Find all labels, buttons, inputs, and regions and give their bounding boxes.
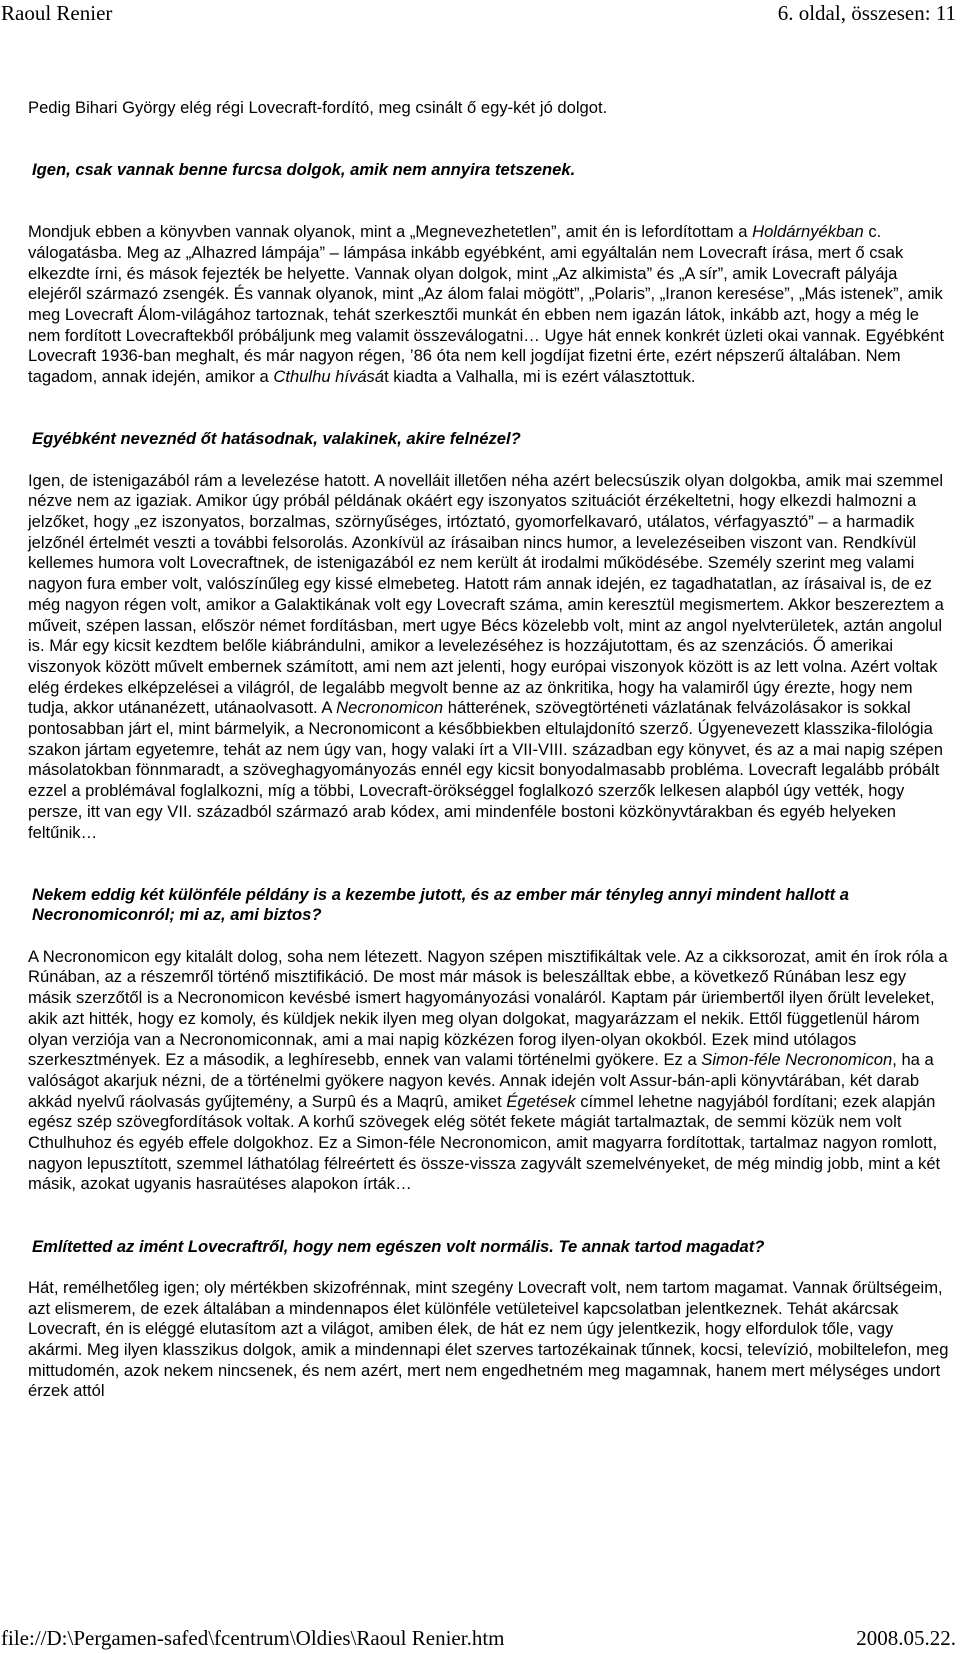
text-run: Igen, de istenigazából rám a levelezése hatott. A novelláit illetően néha azért belecsúszik olyan dolgokba, amik mai szemmel nézve nem az igaziak. Amikor úgy próbál példának okáért egy iszonyatos szituációt érzékeltetni, hogy elkezdi halmozni a jelzőket, hogy „ez iszonyatos, borzalmas, szörnyűséges, irtóztató, gyomorfelkavaró, utálatos, vérfagyasztó” – a harmadik jelzőnél értelmét veszti a további felsorolás. Azonkívül az írásaiban nincs humor, a levelezéseiben viszont van. Rendkívül kellemes humora volt Lovecraftnek, de istenigazából ez nem került át irodalmi működésébe. Személy szerint meg valami nagyon fura ember volt, valószínűleg egy kissé elmebeteg. Hatott rám annak idején, ez tagadhatatlan, az írásaival is, de ez még nagyon régen volt, amikor a Galaktikának volt egy Lovecraft száma, amin keresztül megismertem. Akkor beszereztem a műveit, szépen lassan, először német fordításban, mert ugye Bécs közelebb volt, mint az angol nyelvterületek, aztán angolul is. Már egy kicsit kezdtem belőle kiábrándulni, amikor a levelezéséhez is hozzájutottam, és az szenzációs. Ő amerikai viszonyok között művelt embernek számított, ami nem azt jelenti, hogy európai viszonyok között is az lett volna. Azért voltak elég érdekes elképzelései a világról, de legalább megvolt benne az az önkritika, hogy ha valamiről úgy érezte, hogy nem tudja, akkor utánanézett, utánaolvasott. A	[28, 470, 944, 718]
header-author: Raoul Renier	[1, 1, 113, 25]
paragraph: Pedig Bihari György elég régi Lovecraft-fordító, meg csinált ő egy-két jó dolgot.	[28, 98, 608, 117]
italic-title: Cthulhu hívásá	[273, 367, 385, 387]
paragraph	[28, 947, 952, 1195]
page-header	[0, 0, 960, 30]
article-body	[28, 98, 952, 1423]
italic-title: Simon-féle Necronomicon	[701, 1050, 893, 1070]
text-run: címmel lehetne nagyjából fordítani; ezek alapján egész szép szövegfordítások voltak. A korhű szövegek elég sötét fekete mágiát tartalmaztak, de semmi közük nem volt Cthulhuhoz és egyéb effele dolgokhoz. Ez a Simon-féle Necronomicon, amit magyarra fordítottak, tartalmaz nagyon romlott, nagyon lepusztított, szemmel láthatólag félreértett és össze-vissza zagyvált szemelvényeket, de még mindig jobb, mint a két másik, azokat ugyanis hasraütéses alapokon írták…	[28, 1091, 941, 1194]
text-run: t kiadta a Valhalla, mi is ezért választottuk.	[384, 367, 696, 387]
text-run: A Necronomicon egy kitalált dolog, soha nem létezett. Nagyon szépen misztifikáltak vele. Az a cikksorozat, amit én írok róla a Rúnában, az a részemről történő misztifikáció. De most már mások is beleszálltak ebbe, a következő Rúnában lesz egy másik szerzőtől is a Necronomicon kevésbé ismert hagyományozási vonaláról. Kaptam pár üriembertől ilyen őrült leveleket, akik azt hitték, hogy ez komoly, és küldjek nekik ilyen meg olyan dolgokat, magyarázzam el nekik. Ettől függetlenül három olyan verziója van a Necronomiconnak, ami a mai napig közkézen forog ilyen-olyan okokból. Ezek mind utólagos szerkesztmények. Ez a második, a leghíresebb, ennek van valami történelmi gyökere. Ez a	[28, 946, 948, 1070]
footer-file-path: file://D:\Pergamen-safed\fcentrum\Oldies\Raoul Renier.htm	[1, 1626, 505, 1650]
text-run: c. válogatásba. Meg az „Alhazred lámpája” – lámpása inkább egyébként, ami egyáltalán nem Lovecraft írása, mert ő csak elkezdte írni, és mások fejezték be helyette. Vannak olyan dolgok, mint „Az alkimista” és „A sír”, amik Lovecraft pályája elejéről származó zsengék. És vannak olyanok, mint „Az álom falai mögött”, „Polaris”, „Iranon keresése”, „Más istenek”, amik meg Lovecraft Álom-világához tartoznak, tehát szerkesztői munkát én ebben nem igazán látok, inkább azt, hogy a még le nem fordított Lovecraftekből próbáljunk meg valamit összeválogatni… Ugye hát ennek konkrét üzleti okai vannak. Egyébként Lovecraft 1936-ban meghalt, és már nagyon régen, ’86 óta nem kell jogdíjat fizetni érte, ezért népszerű általában. Nem tagadom, annak idején, amikor a	[28, 222, 944, 387]
paragraph	[28, 471, 952, 844]
interview-question: Egyébként neveznéd őt hatásodnak, valakinek, akire felnézel?	[32, 429, 521, 449]
interview-question: Igen, csak vannak benne furcsa dolgok, amik nem annyira tetszenek.	[32, 160, 576, 180]
interview-question: Nekem eddig két különféle példány is a kezembe jutott, és az ember már tényleg annyi mindent hallott a Necronomiconról; mi az, ami biztos?	[32, 884, 850, 925]
italic-title: Holdárnyékban	[752, 222, 864, 242]
text-run: , ha a valóságot akarjuk nézni, de a történelmi gyökere nagyon kevés. Annak idején volt Assur-bán-apli könyvtárában, két darab akkád nyelvű ráolvasás gyűjtemény, a Surpû és a Maqrû, amiket	[28, 1050, 934, 1111]
text-run: Mondjuk ebben a könyvben vannak olyanok, mint a „Megnevezhetetlen”, amit én is lefordítottam a	[28, 222, 753, 242]
italic-title: Necronomicon	[336, 698, 444, 718]
text-run: hátterének, szövegtörténeti vázlatának felvázolásakor is sokkal pontosabban járt el, mint bármelyik, a Necronomicont a későbbiekben eltulajdonító szerző. Úgyenevezett klasszika-filológia szakon jártam egyetemre, tehát az nem úgy van, hogy valaki írt a VII-VIII. században egy könyvet, és az a mai napig szépen másolatokban fönnmaradt, a szöveghagyományozás ennél egy kicsit bonyodalmasabb probléma. Lovecraft legalább próbált ezzel a problémával foglalkozni, míg a többi, Lovecraft-örökséggel foglalkozó szerzők lelkesen alapból úgy vették, hogy persze, itt van egy VII. századból származó arab kódex, ami mindenféle bostoni közkönyvtárakban és egyéb helyeken feltűnik…	[28, 698, 943, 842]
italic-title: Égetések	[506, 1091, 576, 1111]
paragraph	[28, 222, 952, 388]
paragraph: Hát, remélhetőleg igen; oly mértékben skizofrénnak, mint szegény Lovecraft volt, nem tartom magamat. Vannak őrültségeim, azt elismerem, de ezek általában a mindennapos élet különféle vetületeivel kapcsolatban jelentkeznek. Tehát akárcsak Lovecraft, én is eléggé elutasítom azt a világot, amiben élek, de hát ez nem úgy jelentkezik, hogy elfordulok tőle, vagy akármi. Meg ilyen klasszikus dolgok, amik a mindennapi élet szerves tartozékainak tűnnek, kocsi, televízió, mobiltelefon, meg mittudomén, azok nekem nincsenek, és nem azért, mert nem engedhetném meg magamnak, hanem mert mélységes undort érzek attól	[28, 1277, 949, 1401]
page-footer	[0, 1625, 960, 1651]
interview-question: Említetted az imént Lovecraftről, hogy nem egészen volt normális. Te annak tartod magadat?	[32, 1236, 765, 1256]
footer-date: 2008.05.22.	[856, 1626, 956, 1650]
header-page-number: 6. oldal, összesen: 11	[777, 1, 956, 25]
